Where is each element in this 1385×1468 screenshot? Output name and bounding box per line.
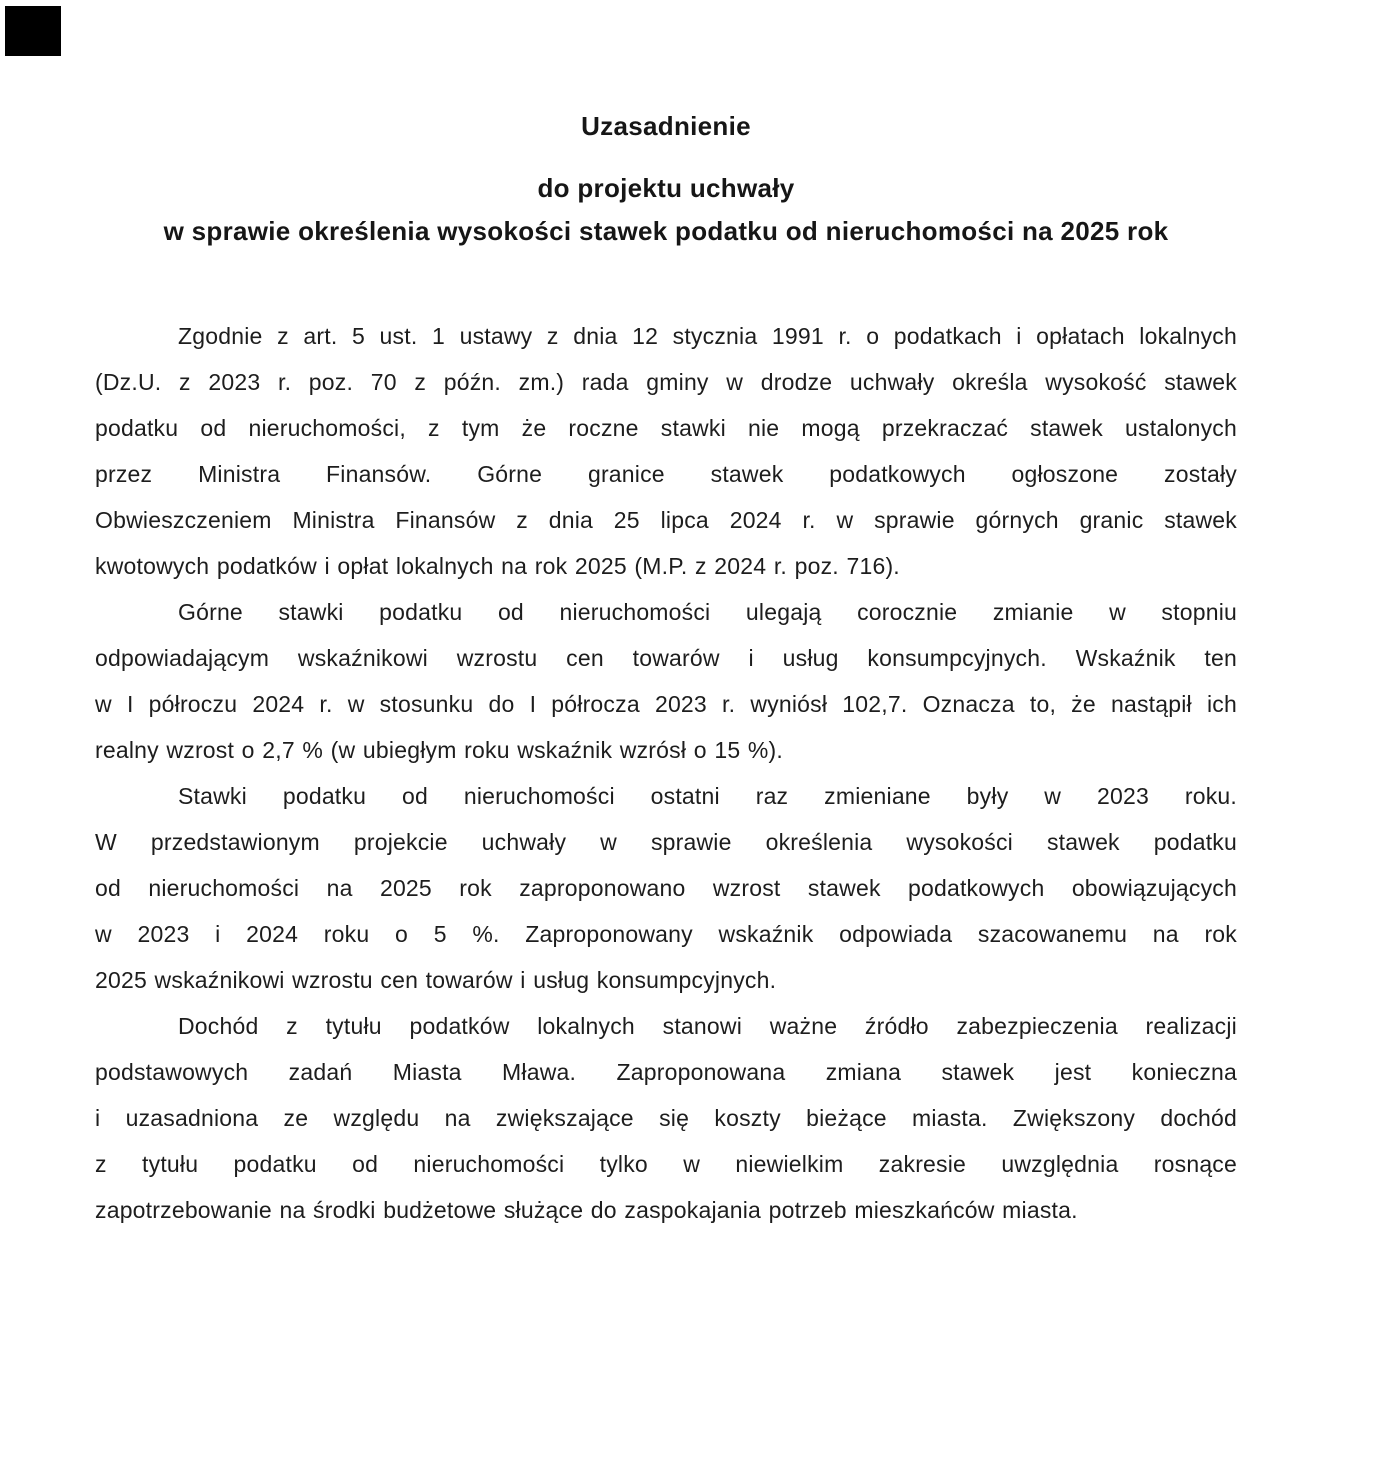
paragraph-1-line-6: kwotowych podatków i opłat lokalnych na rok 2025 (M.P. z 2024 r. poz. 716).: [95, 553, 900, 579]
paragraph-3-line-1: Stawki podatku od nieruchomości ostatni raz zmieniane były w 2023 roku.: [178, 783, 1237, 809]
paragraph-2-line-3: w I półroczu 2024 r. w stosunku do I półrocza 2023 r. wyniósł 102,7. Oznacza to, że nastąpił ich: [95, 691, 1237, 717]
paragraph-4-line-2: podstawowych zadań Miasta Mława. Zaproponowana zmiana stawek jest konieczna: [95, 1059, 1237, 1085]
document-subtitle-line1: do projektu uchwały: [537, 173, 795, 203]
paragraph-1-line-5: Obwieszczeniem Ministra Finansów z dnia 25 lipca 2024 r. w sprawie górnych granic stawek: [95, 507, 1237, 533]
paragraph-4-line-4: z tytułu podatku od nieruchomości tylko w niewielkim zakresie uwzględnia rosnące: [95, 1151, 1237, 1177]
paragraph-1-line-2: (Dz.U. z 2023 r. poz. 70 z późn. zm.) rada gminy w drodze uchwały określa wysokość stawek: [95, 369, 1237, 395]
paragraph-4-line-3: i uzasadniona ze względu na zwiększające się koszty bieżące miasta. Zwiększony dochód: [95, 1105, 1237, 1131]
scan-corner-artifact: [5, 6, 61, 56]
document-title: Uzasadnienie: [581, 111, 751, 141]
paragraph-3-line-5: 2025 wskaźnikowi wzrostu cen towarów i usług konsumpcyjnych.: [95, 967, 777, 993]
paragraph-4-line-1: Dochód z tytułu podatków lokalnych stanowi ważne źródło zabezpieczenia realizacji: [178, 1013, 1237, 1039]
paragraph-2-line-1: Górne stawki podatku od nieruchomości ulegają corocznie zmianie w stopniu: [178, 599, 1237, 625]
paragraph-1-line-3: podatku od nieruchomości, z tym że roczne stawki nie mogą przekraczać stawek ustalonych: [95, 415, 1237, 441]
document-content: [95, 0, 1237, 1233]
document-body: [95, 313, 1237, 1233]
paragraph-3-line-3: od nieruchomości na 2025 rok zaproponowano wzrost stawek podatkowych obowiązujących: [95, 875, 1237, 901]
paragraph-3-line-4: w 2023 i 2024 roku o 5 %. Zaproponowany wskaźnik odpowiada szacowanemu na rok: [95, 921, 1237, 947]
paragraph-4-line-5: zapotrzebowanie na środki budżetowe służące do zaspokajania potrzeb mieszkańców miasta.: [95, 1197, 1078, 1223]
paragraph-2-line-2: odpowiadającym wskaźnikowi wzrostu cen towarów i usług konsumpcyjnych. Wskaźnik ten: [95, 645, 1237, 671]
document-subtitle-line2: w sprawie określenia wysokości stawek podatku od nieruchomości na 2025 rok: [163, 216, 1169, 246]
paragraph-1-line-4: przez Ministra Finansów. Górne granice stawek podatkowych ogłoszone zostały: [95, 461, 1237, 487]
paragraph-3-line-2: W przedstawionym projekcie uchwały w sprawie określenia wysokości stawek podatku: [95, 829, 1237, 855]
paragraph-2-line-4: realny wzrost o 2,7 % (w ubiegłym roku wskaźnik wzrósł o 15 %).: [95, 737, 783, 763]
paragraph-1-line-1: Zgodnie z art. 5 ust. 1 ustawy z dnia 12 stycznia 1991 r. o podatkach i opłatach lokalnych: [178, 323, 1237, 349]
